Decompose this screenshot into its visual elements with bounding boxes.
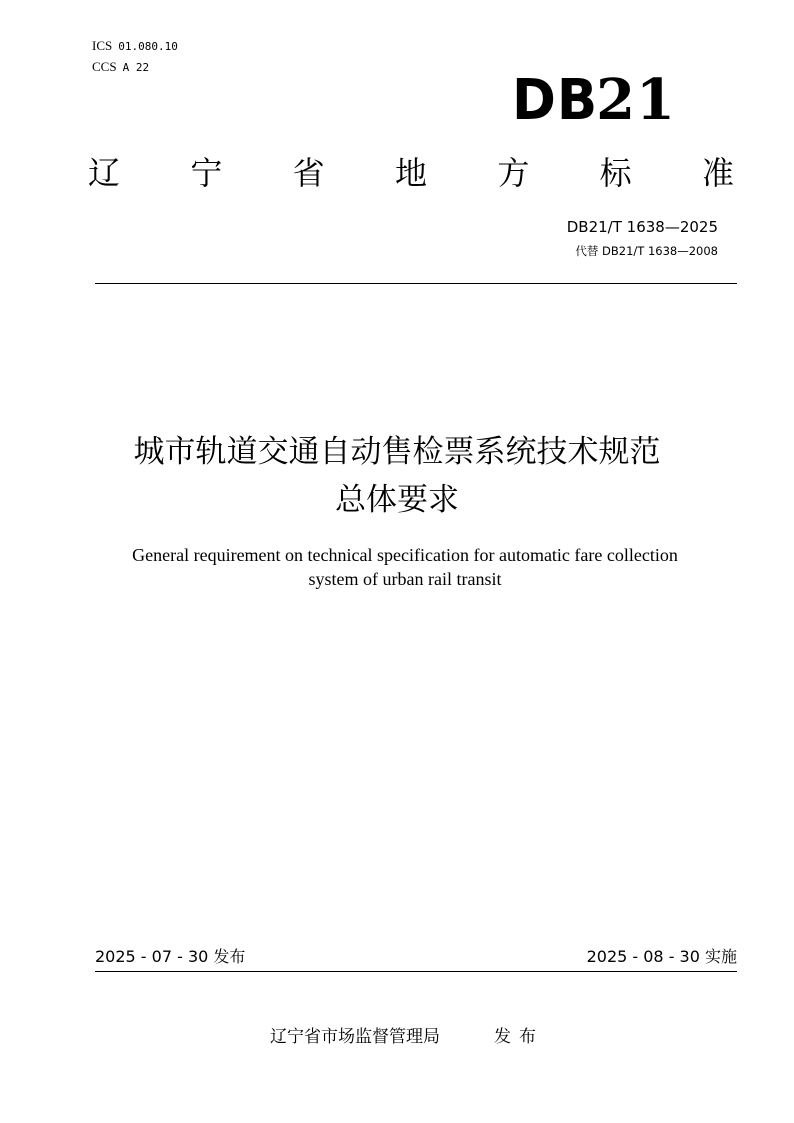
- title-char: 辽: [88, 154, 121, 192]
- db21-logo: [511, 67, 676, 133]
- document-title-cn-line2: 总体要求: [335, 482, 459, 518]
- title-char: 方: [497, 154, 530, 192]
- issuing-authority: 辽宁省市场监督管理局: [270, 1027, 440, 1047]
- title-char: 省: [292, 154, 325, 192]
- logo-letters: DB: [511, 68, 599, 133]
- issuer-action: 发布: [494, 1027, 544, 1047]
- ccs-value: A 22: [122, 61, 150, 74]
- ics-value: 01.080.10: [118, 40, 178, 53]
- standard-type-title: [88, 151, 734, 195]
- ccs-label: CCS: [92, 59, 117, 74]
- publish-date: 2025 - 07 - 30 发布: [95, 947, 246, 966]
- title-char: 标: [599, 154, 632, 192]
- implement-date: 2025 - 08 - 30 实施: [586, 947, 737, 966]
- title-char: 地: [394, 154, 427, 192]
- standard-number: DB21/T 1638—2025: [566, 218, 718, 236]
- ics-code: [92, 39, 178, 54]
- top-divider: [95, 283, 737, 284]
- replaces-standard: 代替 DB21/T 1638—2008: [575, 244, 718, 258]
- ics-label: ICS: [92, 38, 113, 53]
- logo-number: 21: [596, 67, 676, 133]
- ccs-code: [92, 60, 149, 75]
- bottom-divider: [95, 971, 737, 972]
- title-char: 准: [701, 154, 734, 192]
- document-title-en-line2: system of urban rail transit: [308, 569, 502, 589]
- document-title-cn-line1: 城市轨道交通自动售检票系统技术规范: [133, 434, 661, 470]
- title-char: 宁: [190, 154, 223, 192]
- document-title-en-line1: General requirement on technical specification for automatic fare collection: [132, 545, 678, 565]
